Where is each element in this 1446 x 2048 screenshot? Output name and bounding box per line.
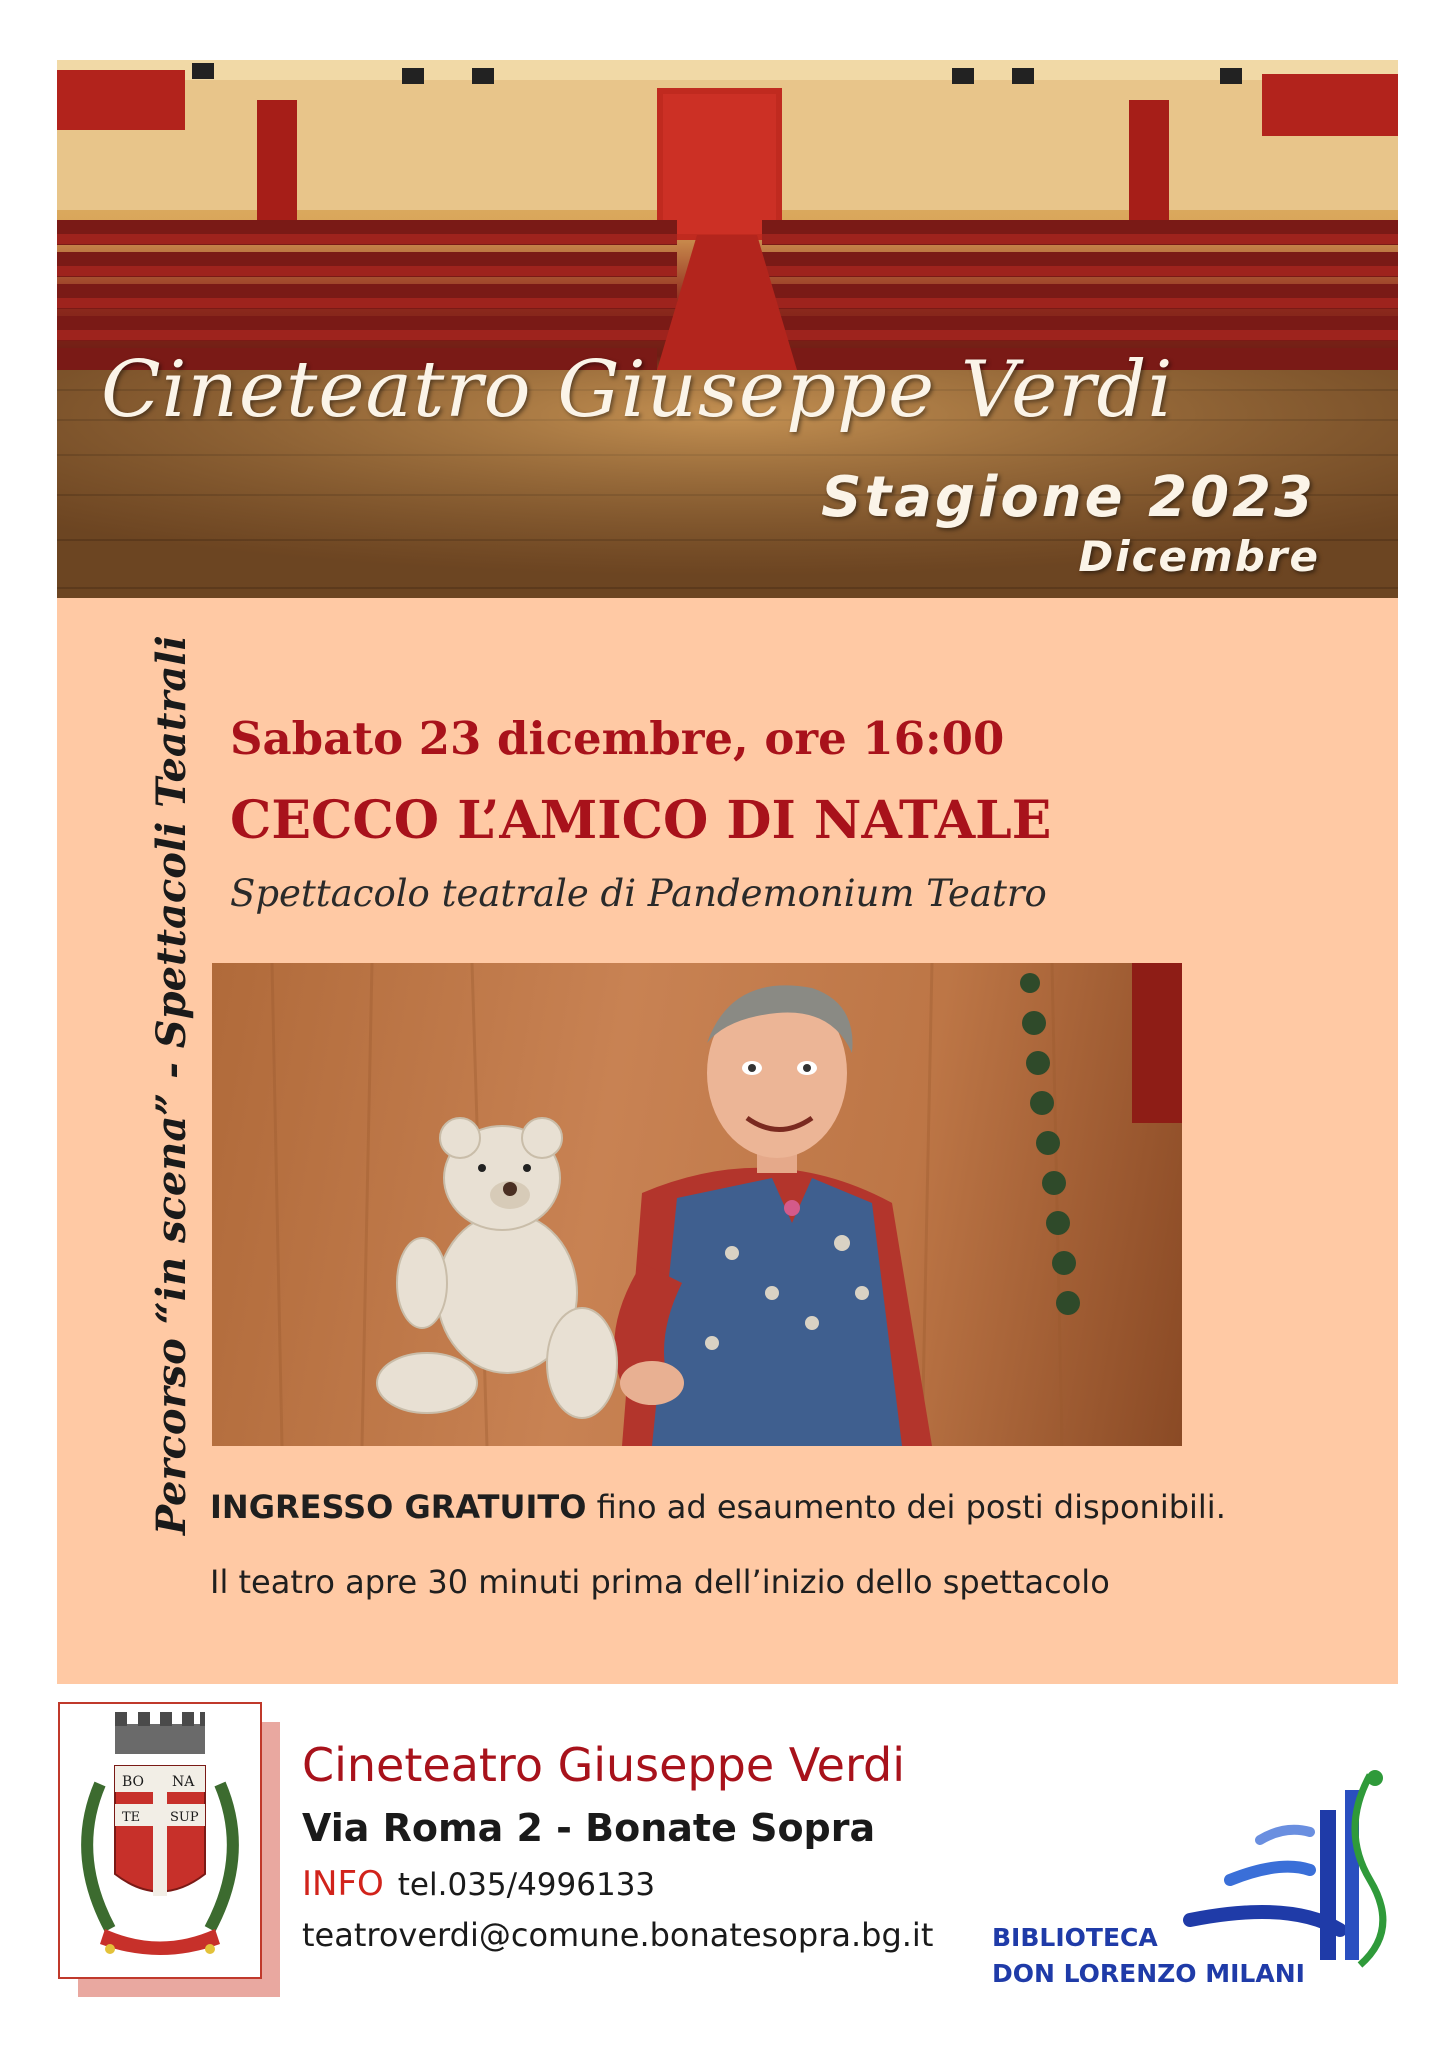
performer-photo: [212, 963, 1182, 1446]
theater-hall-photo: [57, 60, 1398, 598]
entry-rest: fino ad esaumento dei posti disponibili.: [586, 1488, 1226, 1526]
category-label: Percorso “in scena” - Spettacoli Teatrali: [148, 635, 195, 1535]
footer-info-line: [302, 1864, 655, 1904]
crest-text-4: SUP: [170, 1810, 199, 1825]
performer-illustration: [212, 963, 1182, 1446]
month-label: Dicembre: [1078, 532, 1320, 581]
crest-text-3: TE: [122, 1810, 141, 1825]
event-title: CECCO L’AMICO DI NATALE: [230, 790, 1052, 851]
library-line-2: DON LORENZO MILANI: [992, 1959, 1305, 1988]
footer-address: Via Roma 2 - Bonate Sopra: [302, 1806, 876, 1850]
phone-number[interactable]: tel.035/4996133: [397, 1867, 656, 1903]
crest-text-2: NA: [172, 1774, 195, 1790]
municipal-crest: [58, 1702, 262, 1979]
library-name: [992, 1920, 1305, 1992]
info-label: INFO: [302, 1864, 384, 1904]
season-label: Stagione 2023: [821, 465, 1316, 530]
opening-note: Il teatro apre 30 minuti prima dell’inizio dello spettacolo: [210, 1563, 1110, 1601]
event-date: Sabato 23 dicembre, ore 16:00: [230, 712, 1005, 765]
crest-illustration: [60, 1704, 260, 1977]
entry-note: [210, 1488, 1226, 1526]
entry-strong: INGRESSO GRATUITO: [210, 1488, 587, 1526]
footer-venue-name: Cineteatro Giuseppe Verdi: [302, 1738, 906, 1792]
crest-text-1: BO: [122, 1774, 145, 1790]
library-line-1: BIBLIOTECA: [992, 1923, 1158, 1952]
email-address[interactable]: teatroverdi@comune.bonatesopra.bg.it: [302, 1916, 934, 1954]
header-title: Cineteatro Giuseppe Verdi: [101, 345, 1174, 435]
event-subtitle: Spettacolo teatrale di Pandemonium Teatro: [230, 872, 1047, 915]
